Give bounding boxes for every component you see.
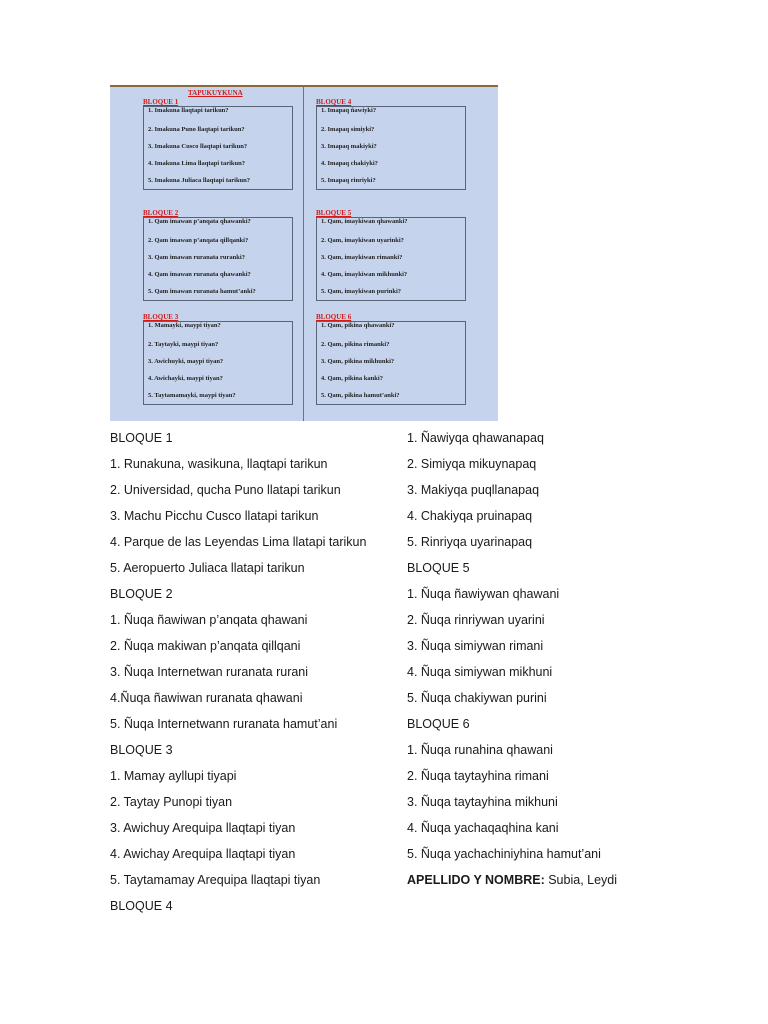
answer-line: 3. Makiyqa puqllanapaq	[407, 483, 540, 497]
answer-line: 2. Ñuqa taytayhina rimani	[407, 769, 549, 783]
question-line: 4. Awichayki, maypi tiyan?	[148, 375, 223, 382]
signature-line	[407, 872, 707, 888]
worksheet-title: TAPUKUYKUNA	[188, 89, 243, 97]
section-heading: BLOQUE 1	[110, 431, 173, 445]
answer-line: 1. Ñawiyqa qhawanapaq	[407, 431, 544, 445]
answer-line: 5. Ñuqa Internetwann ruranata hamut’ani	[110, 717, 338, 731]
question-line: 5. Imakuna Juliaca llaqtapi tarikun?	[148, 177, 251, 184]
block-label: BLOQUE 5	[316, 209, 352, 217]
answer-line: 2. Ñuqa makiwan p’anqata qillqani	[110, 639, 301, 653]
block-label: BLOQUE 6	[316, 313, 352, 321]
answer-line: 3. Awichuy Arequipa llaqtapi tiyan	[110, 821, 296, 835]
answer-line: 4. Parque de las Leyendas Lima llatapi tarikun	[110, 535, 367, 549]
block-label: BLOQUE 3	[143, 313, 179, 321]
question-line: 5. Qam, pikina hamut’anki?	[321, 392, 400, 399]
answer-line: 2. Taytay Punopi tiyan	[110, 795, 233, 809]
worksheet-block-3	[143, 313, 293, 405]
section-heading: BLOQUE 6	[407, 717, 470, 731]
answer-line: 4. Awichay Arequipa llaqtapi tiyan	[110, 847, 296, 861]
block-label: BLOQUE 2	[143, 209, 179, 217]
answer-line: 5. Aeropuerto Juliaca llatapi tarikun	[110, 561, 305, 575]
question-line: 3. Qam, imaykiwan rimanki?	[321, 254, 403, 261]
answer-line: 3. Machu Picchu Cusco llatapi tarikun	[110, 509, 319, 523]
question-line: 3. Qam imawan ruranata ruranki?	[148, 254, 245, 261]
answer-line: 1. Ñuqa runahina qhawani	[407, 743, 553, 757]
answer-line: 1. Ñuqa ñawiywan qhawani	[407, 587, 560, 601]
signature-label: APELLIDO Y NOMBRE:	[407, 873, 545, 887]
answer-line: 4. Ñuqa simiywan mikhuni	[407, 665, 553, 679]
question-line: 1. Imakuna llaqtapi tarikun?	[148, 107, 229, 114]
question-line: 5. Qam imawan ruranata hamut’anki?	[148, 288, 256, 295]
answer-line: 3. Ñuqa simiywan rimani	[407, 639, 544, 653]
question-line: 1. Mamayki, maypi tiyan?	[148, 322, 221, 329]
question-line: 3. Awichuyki, maypi tiyan?	[148, 358, 224, 365]
answers-left-column	[110, 430, 390, 924]
section-heading: BLOQUE 5	[407, 561, 470, 575]
worksheet-block-4	[316, 98, 466, 190]
question-line: 2. Qam, imaykiwan uyarinki?	[321, 237, 404, 244]
answer-line: 5. Ñuqa chakiywan purini	[407, 691, 547, 705]
answer-line: 4. Chakiyqa pruinapaq	[407, 509, 533, 523]
worksheet-block-5	[316, 209, 466, 301]
answer-line: 3. Ñuqa taytayhina mikhuni	[407, 795, 558, 809]
question-line: 3. Qam, pikina mikhunki?	[321, 358, 395, 365]
question-line: 1. Qam, pikina qhawanki?	[321, 322, 395, 329]
block-label: BLOQUE 1	[143, 98, 179, 106]
worksheet-block-2	[143, 209, 293, 301]
answer-line: 4. Ñuqa yachaqaqhina kani	[407, 821, 559, 835]
question-line: 4. Qam, pikina kanki?	[321, 375, 383, 382]
section-heading: BLOQUE 4	[110, 899, 173, 913]
question-line: 1. Imapaq ñawiyki?	[321, 107, 377, 114]
question-line: 2. Qam imawan p’anqata qillqanki?	[148, 237, 249, 244]
answers-right-column	[407, 430, 707, 898]
question-line: 1. Qam, imaykiwan qhawanki?	[321, 218, 408, 225]
answer-line: 2. Universidad, qucha Puno llatapi tarikun	[110, 483, 341, 497]
question-line: 2. Imakuna Puno llaqtapi tarikun?	[148, 126, 245, 133]
answer-line: 5. Taytamamay Arequipa llaqtapi tiyan	[110, 873, 321, 887]
answer-line: 3. Ñuqa Internetwan ruranata rurani	[110, 665, 309, 679]
question-line: 5. Imapaq rinriyki?	[321, 177, 376, 184]
question-line: 4. Qam imawan ruranata qhawanki?	[148, 271, 251, 278]
section-heading: BLOQUE 2	[110, 587, 173, 601]
question-line: 5. Qam, imaykiwan purinki?	[321, 288, 402, 295]
worksheet-image	[110, 85, 498, 421]
question-line: 4. Qam, imaykiwan mikhunki?	[321, 271, 408, 278]
section-heading: BLOQUE 3	[110, 743, 173, 757]
answer-line: 1. Mamay ayllupi tiyapi	[110, 769, 237, 783]
question-line: 1. Qam imawan p’anqata qhawanki?	[148, 218, 251, 225]
question-line: 3. Imapaq makiyki?	[321, 143, 377, 150]
answer-line: 1. Runakuna, wasikuna, llaqtapi tarikun	[110, 457, 328, 471]
answer-line: 5. Ñuqa yachachiniyhina hamut’ani	[407, 847, 601, 861]
question-line: 2. Imapaq simiyki?	[321, 126, 375, 133]
question-line: 5. Taytamamayki, maypi tiyan?	[148, 392, 236, 399]
question-line: 4. Imakuna Lima llaqtapi tarikun?	[148, 160, 245, 167]
answer-line: 1. Ñuqa ñawiwan p’anqata qhawani	[110, 613, 308, 627]
answer-line: 2. Simiyqa mikuynapaq	[407, 457, 537, 471]
answer-line: 4.Ñuqa ñawiwan ruranata qhawani	[110, 691, 303, 705]
worksheet-block-1	[143, 98, 293, 190]
block-label: BLOQUE 4	[316, 98, 352, 106]
question-line: 4. Imapaq chakiyki?	[321, 160, 378, 167]
answer-line: 2. Ñuqa rinriywan uyarini	[407, 613, 545, 627]
worksheet-block-6	[316, 313, 466, 405]
column-divider	[303, 87, 304, 421]
signature-value: Subia, Leydi	[544, 873, 618, 887]
question-line: 2. Taytayki, maypi tiyan?	[148, 341, 219, 348]
question-line: 3. Imakuna Cusco llaqtapi tarikun?	[148, 143, 248, 150]
question-line: 2. Qam, pikina rimanki?	[321, 341, 390, 348]
answer-line: 5. Rinriyqa uyarinapaq	[407, 535, 533, 549]
